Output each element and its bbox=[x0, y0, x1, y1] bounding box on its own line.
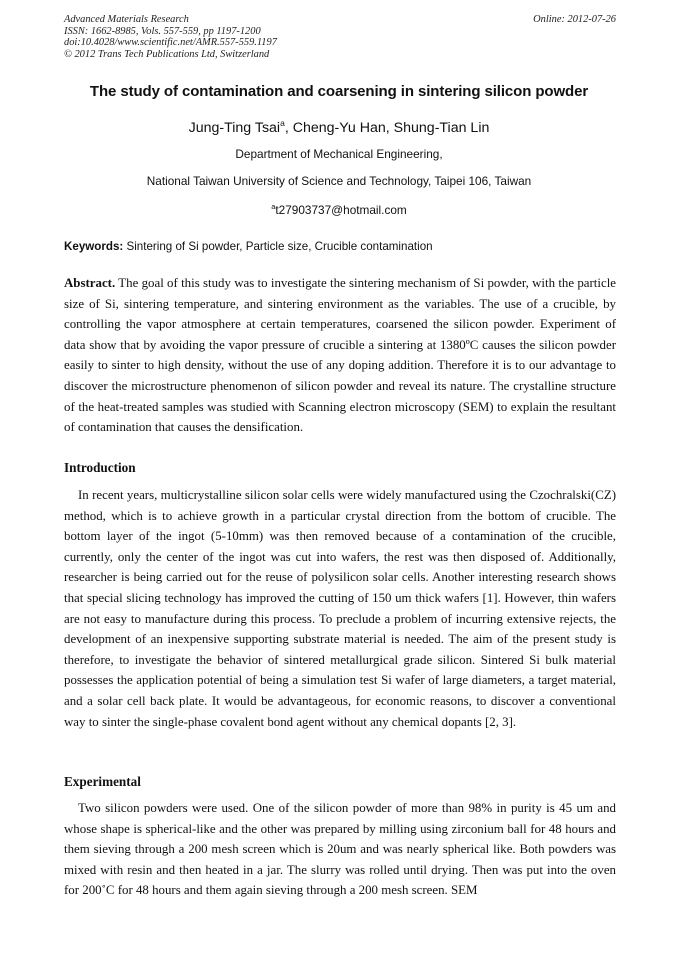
affiliation-department: Department of Mechanical Engineering, bbox=[235, 147, 443, 161]
copyright-line: © 2012 Trans Tech Publications Ltd, Switzerland bbox=[64, 48, 270, 60]
journal-header bbox=[64, 14, 616, 60]
author-list bbox=[0, 118, 678, 136]
experimental-text: Two silicon powders were used. One of the silicon powder of more than 98% in purity is 45 um and whose shape is spherical-like and the other was prepared by milling using zirconium ball for 48 hours and them sieving through a 200 mesh screen which is 20um and was nearly spherical like. Both powders was mixed with resin and then heated in a jar. The slurry was rolled until drying. Then was put into the oven for 200˚C for 48 hours and them again sieving through a 200 mesh screen. SEM bbox=[64, 801, 616, 898]
author-first-affil-mark: a bbox=[280, 118, 285, 128]
abstract-text: The goal of this study was to investigate the sintering mechanism of Si powder, with the particle size of Si, sintering temperature, and sintering environment as the variables. The use of a crucible, by controlling the vapor atmosphere at certain temperatures, coarsened the silicon powder. Experiment of data show that by avoiding the vapor pressure of crucible a sintering at 1380ºC causes the silicon powder easily to sinter to high density, without the use of any doping addition. Therefore it is to our advantage to discover the microstructure phenomenon of silicon powder and reveal its nature. The crystalline structure of the heat-treated samples was studied with Scanning electron microscopy (SEM) to explain the resultant of contamination that causes the densification. bbox=[64, 276, 616, 435]
author-first: Jung-Ting Tsai bbox=[188, 120, 281, 136]
journal-name: Advanced Materials Research bbox=[64, 14, 189, 25]
experimental-heading: Experimental bbox=[64, 774, 141, 789]
keywords-text: Sintering of Si powder, Particle size, Crucible contamination bbox=[123, 240, 433, 253]
email-affil-mark: a bbox=[271, 202, 276, 211]
author-email: t27903737@hotmail.com bbox=[275, 203, 407, 217]
affiliation-email-line bbox=[0, 202, 678, 217]
issn-line: ISSN: 1662-8985, Vols. 557-559, pp 1197-1200 bbox=[64, 25, 261, 37]
introduction-heading: Introduction bbox=[64, 460, 136, 475]
affiliation-university: National Taiwan University of Science and Technology, Taipei 106, Taiwan bbox=[146, 174, 532, 188]
online-date: Online: 2012-07-26 bbox=[533, 14, 616, 25]
paper-title: The study of contamination and coarsening in sintering silicon powder bbox=[89, 83, 589, 100]
abstract-label: Abstract. bbox=[64, 276, 116, 290]
doi-line: doi:10.4028/www.scientific.net/AMR.557-559.1197 bbox=[64, 37, 277, 49]
keywords-label: Keywords: bbox=[64, 240, 124, 253]
author-rest: , Cheng-Yu Han, Shung-Tian Lin bbox=[284, 120, 490, 136]
abstract bbox=[64, 273, 616, 438]
introduction-text: In recent years, multicrystalline silicon solar cells were widely manufactured using the Czochralski(CZ) method, which is to achieve growth in a particular crystal direction from the bottom of crucible. The bottom layer of the ingot (5-10mm) was then removed because of a contamination of the crucible, currently, only the center of the ingot was cut into wafers, the rest was then disposed of. Additionally, researcher is being carried out for the reuse of polysilicon solar cells. Another interesting research shows that special slicing technology has improved the cutting of 150 um thick wafers [1]. However, thin wafers are not easy to manufacture during this process. To preclude a problem of incurring extensive rejects, the development of an inexpensive supporting substrate material is needed. The aim of the present study is therefore, to investigate the behavior of sintered metallurgical grade silicon. Sintered Si bulk material possesses the application potential of being a simulation test Si wafer of large diameters, a target material, and a solar cell back plate. It would be advantageous, for economic reasons, to discover a conventional way to sinter the single-phase covalent bond agent without any chemical dopants [2, 3]. bbox=[64, 488, 616, 729]
keywords bbox=[64, 240, 616, 253]
